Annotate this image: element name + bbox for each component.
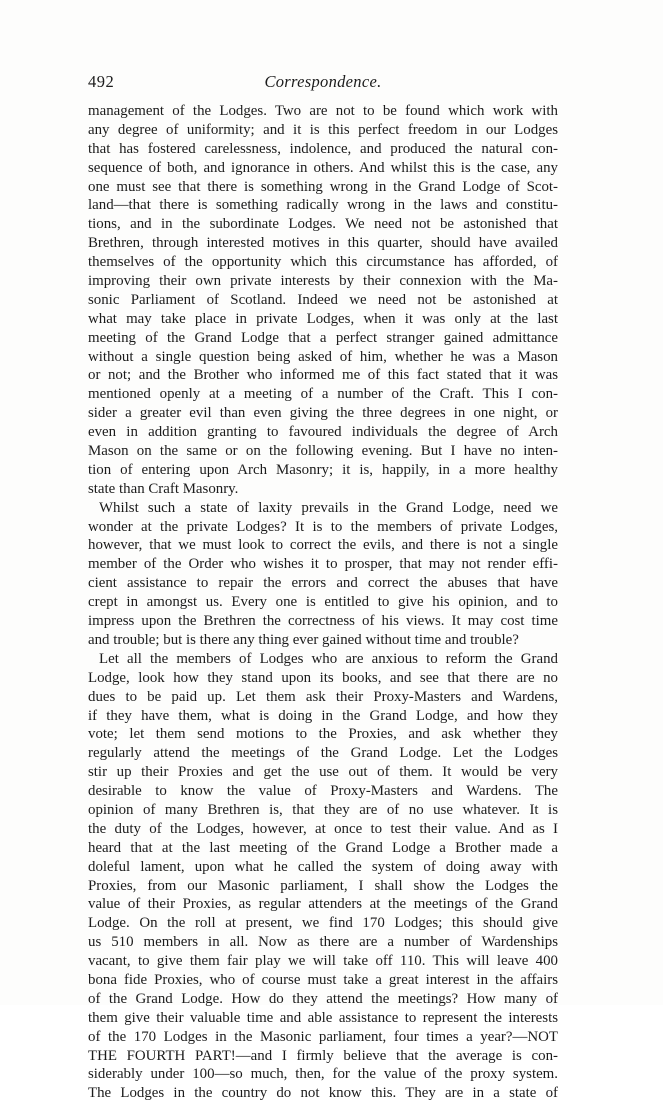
text-line: doleful lament, upon what he called the system of doing away with	[88, 858, 558, 875]
text-line: tions, and in the subordinate Lodges. We need not be astonished that	[88, 216, 558, 233]
text-line: Mason on the same or on the following evening. But I have no inten-	[88, 443, 558, 460]
text-line: Brethren, through interested motives in this quarter, should have availed	[88, 235, 558, 252]
text-line: The Lodges in the country do not know this. They are in a state of	[88, 1085, 558, 1102]
page-number: 492	[88, 72, 115, 91]
text-line: without a single question being asked of him, whether he was a Mason	[88, 348, 558, 365]
text-line: improving their own private interests by their connexion with the Ma-	[88, 273, 558, 290]
text-line: vacant, to give them fair play we will take off 110. This will leave 400	[88, 953, 558, 970]
text-line: bona fide Proxies, who of course must take a great interest in the affairs	[88, 971, 558, 988]
paragraph-end-line: state than Craft Masonry.	[88, 480, 239, 497]
body-text	[88, 102, 558, 1103]
running-head	[88, 72, 558, 94]
text-line: opinion of many Brethren is, that they are of no use whatever. It is	[88, 801, 558, 818]
text-line: desirable to know the value of Proxy-Masters and Wardens. The	[88, 783, 558, 800]
text-line: themselves of the opportunity which this circumstance has afforded, of	[88, 254, 558, 271]
text-line: meeting of the Grand Lodge that a perfect stranger gained admittance	[88, 329, 558, 346]
text-line: tion of entering upon Arch Masonry; it is, happily, in a more healthy	[88, 461, 558, 478]
text-line: heard that at the last meeting of the Grand Lodge a Brother made a	[88, 839, 558, 856]
text-line: however, that we must look to correct the evils, and there is not a single	[88, 537, 558, 554]
text-line: that has fostered carelessness, indolence, and produced the natural con-	[88, 140, 558, 157]
text-line: cient assistance to repair the errors and correct the abuses that have	[88, 575, 558, 592]
text-line: siderably under 100—so much, then, for the value of the proxy system.	[88, 1066, 558, 1083]
text-line: of the Grand Lodge. How do they attend the meetings? How many of	[88, 990, 558, 1007]
text-line: Lodge, look how they stand upon its books, and see that there are no	[88, 669, 558, 686]
text-line: Lodge. On the roll at present, we find 170 Lodges; this should give	[88, 915, 558, 932]
text-line: wonder at the private Lodges? It is to the members of private Lodges,	[88, 518, 558, 535]
text-line: dues to be paid up. Let them ask their Proxy-Masters and Wardens,	[88, 688, 558, 705]
text-line: member of the Order who wishes it to prosper, that may not render effi-	[88, 556, 558, 573]
text-line: THE FOURTH PART!—and I firmly believe that the average is con-	[88, 1047, 558, 1064]
text-line: even in addition granting to favoured individuals the degree of Arch	[88, 424, 558, 441]
text-line: what may take place in private Lodges, when it was only at the last	[88, 310, 558, 327]
text-line: of the 170 Lodges in the Masonic parliament, four times a year?—NOT	[88, 1028, 558, 1045]
text-line: sequence of both, and ignorance in others. And whilst this is the case, any	[88, 159, 558, 176]
paragraph-start-line: Whilst such a state of laxity prevails in the Grand Lodge, need we	[99, 499, 558, 516]
text-line: if they have them, what is doing in the Grand Lodge, and how they	[88, 707, 558, 724]
text-line: any degree of uniformity; and it is this perfect freedom in our Lodges	[88, 121, 558, 138]
text-line: sonic Parliament of Scotland. Indeed we need not be astonished at	[88, 291, 558, 308]
text-line: or not; and the Brother who informed me of this fact stated that it was	[88, 367, 558, 384]
text-line: Proxies, from our Masonic parliament, I shall show the Lodges the	[88, 877, 558, 894]
text-line: them give their valuable time and able assistance to represent the interests	[88, 1009, 558, 1026]
text-line: impress upon the Brethren the correctness of his views. It may cost time	[88, 613, 558, 630]
text-line: management of the Lodges. Two are not to be found which work with	[88, 103, 558, 119]
text-line: vote; let them send motions to the Proxies, and ask whether they	[88, 726, 558, 743]
text-line: the duty of the Lodges, however, at once to test their value. And as I	[88, 820, 558, 837]
text-line: land—that there is something radically wrong in the laws and constitu-	[88, 197, 558, 214]
text-line: sider a greater evil than even giving the three degrees in one night, or	[88, 405, 558, 422]
text-line: stir up their Proxies and get the use out of them. It would be very	[88, 764, 558, 781]
text-line: mentioned openly at a meeting of a number of the Craft. This I con-	[88, 386, 558, 403]
text-line: value of their Proxies, as regular attenders at the meetings of the Grand	[88, 896, 558, 913]
text-line: us 510 members in all. Now as there are a number of Wardenships	[88, 934, 558, 951]
text-line: one must see that there is something wrong in the Grand Lodge of Scot-	[88, 178, 558, 195]
text-line: crept in amongst us. Every one is entitled to give his opinion, and to	[88, 594, 558, 611]
text-line: regularly attend the meetings of the Grand Lodge. Let the Lodges	[88, 745, 558, 762]
running-title: Correspondence.	[264, 72, 382, 91]
paragraph-start-line: Let all the members of Lodges who are anxious to reform the Grand	[99, 650, 558, 667]
paragraph-end-line: and trouble; but is there any thing ever gained without time and trouble?	[88, 631, 519, 648]
